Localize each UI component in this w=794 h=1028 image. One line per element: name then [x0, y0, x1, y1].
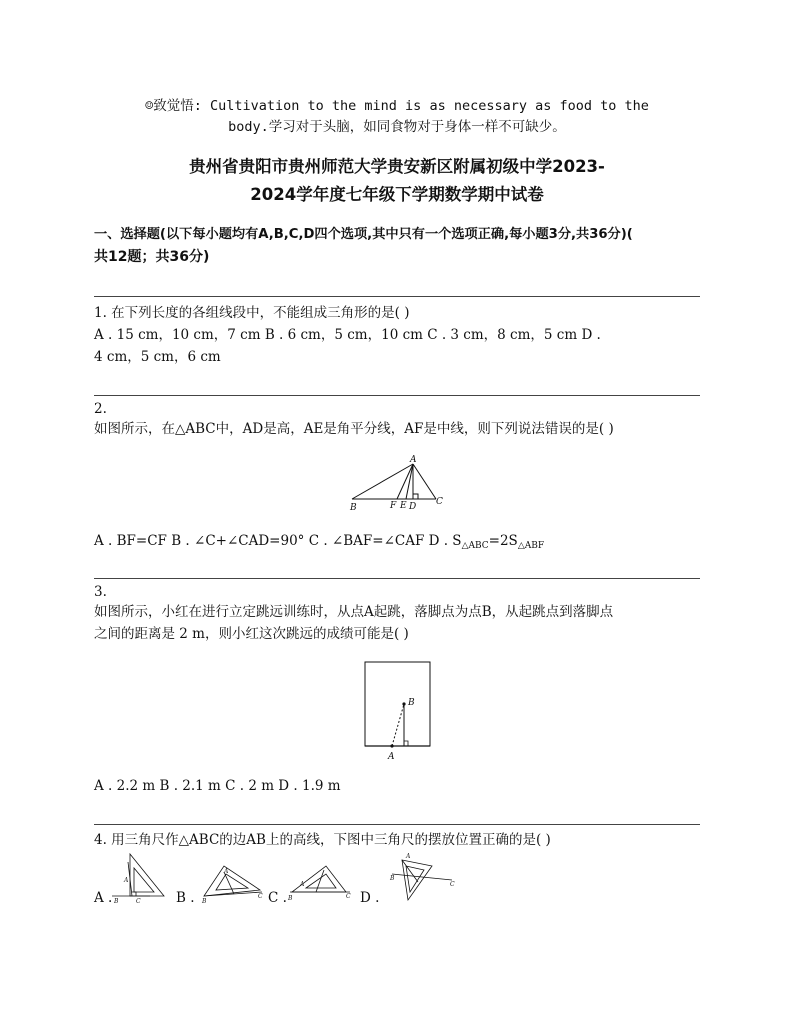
sandpit-rect — [365, 662, 430, 746]
svg-text:C: C — [258, 893, 263, 900]
option-b-label: B . — [176, 890, 195, 906]
question-1-stem: 1. 在下列长度的各组线段中，不能组成三角形的是( ) — [94, 305, 410, 321]
svg-text:C: C — [450, 881, 455, 888]
svg-text:B: B — [288, 895, 293, 902]
question-3-number: 3. — [94, 584, 107, 600]
question-2-stem: 如图所示，在△ABC中，AD是高，AE是角平分线，AF是中线，则下列说法错误的是( ) — [94, 421, 614, 437]
question-1 — [94, 302, 704, 368]
section-line-2: 共12题；共36分) — [94, 249, 210, 265]
option-a-label: A . — [94, 890, 113, 906]
svg-text:A: A — [406, 853, 411, 860]
option-c-label: C . — [268, 890, 287, 906]
svg-text:C: C — [346, 893, 351, 900]
question-3-stem-line-1: 如图所示，小红在进行立定跳远训练时，从点A起跳，落脚点为点B，从起跳点到落脚点 — [94, 604, 614, 620]
title-line-2: 2024学年度七年级下学期数学期中试卷 — [250, 185, 544, 204]
label-b: B — [350, 503, 357, 513]
option-b-figure — [200, 862, 268, 904]
option-a-figure — [110, 852, 170, 904]
svg-text:C: C — [136, 898, 141, 904]
long-jump-figure — [362, 660, 434, 764]
option-c-figure — [286, 862, 354, 904]
segment-ae — [406, 464, 413, 499]
option-d-figure — [388, 852, 458, 904]
segment-ab — [352, 464, 413, 499]
equals-2s: =2S — [488, 533, 518, 549]
divider — [94, 296, 700, 297]
question-3-options-text: A . 2.2 m B . 2.1 m C . 2 m D . 1.9 m — [94, 778, 341, 794]
question-2-options-text: A . BF=CF B . ∠C+∠CAD=90° C . ∠BAF=∠CAF D . S — [94, 533, 462, 549]
question-3-stem-line-2: 之间的距离是 2 m，则小红这次跳远的成绩可能是( ) — [94, 626, 409, 642]
svg-text:A: A — [300, 881, 305, 888]
svg-text:B: B — [114, 898, 119, 904]
svg-text:B: B — [390, 875, 395, 882]
divider — [94, 395, 700, 396]
question-1-options-line-2: 4 cm，5 cm，6 cm — [94, 349, 221, 365]
label-f: F — [390, 501, 397, 511]
point-b — [402, 702, 405, 705]
subscript-abf: △ABF — [517, 541, 545, 551]
svg-text:A: A — [224, 868, 229, 875]
section-heading — [94, 224, 704, 268]
question-4 — [94, 829, 704, 851]
option-d-label: D . — [360, 890, 380, 906]
page-title — [0, 153, 794, 209]
right-angle-mark — [413, 494, 418, 499]
divider — [94, 824, 700, 825]
question-2-options — [94, 530, 704, 557]
svg-text:B: B — [202, 898, 207, 904]
question-1-options-line-1: A . 15 cm，10 cm，7 cm B . 6 cm，5 cm，10 cm C . 3 cm，8 cm，5 cm D . — [94, 327, 601, 343]
subscript-abc: △ABC — [461, 541, 489, 551]
svg-text:A: A — [124, 877, 129, 884]
label-b: B — [408, 698, 415, 708]
motto-line-2: body.学习对于头脑，如同食物对于身体一样不可缺少。 — [228, 119, 566, 135]
question-2 — [94, 400, 704, 440]
label-a: A — [410, 455, 417, 465]
label-d: D — [409, 502, 417, 512]
point-a — [390, 744, 393, 747]
segment-af — [397, 464, 413, 499]
label-a: A — [388, 752, 395, 762]
label-e: E — [400, 501, 407, 511]
divider — [94, 578, 700, 579]
question-4-stem: 4. 用三角尺作△ABC的边AB上的高线，下图中三角尺的摆放位置正确的是( ) — [94, 832, 551, 848]
right-angle-mark — [404, 741, 408, 746]
question-3 — [94, 583, 704, 645]
jump-dashed-line — [392, 704, 404, 746]
motto-line-1: ☺致觉悟: Cultivation to the mind is as necessary as food to the — [145, 98, 649, 114]
motto — [0, 96, 794, 138]
question-3-options — [94, 775, 704, 797]
triangle-abc-figure — [340, 452, 450, 514]
section-line-1: 一、选择题(以下每小题均有A,B,C,D四个选项,其中只有一个选项正确,每小题3分,共36分)( — [94, 227, 633, 242]
question-2-number: 2. — [94, 401, 107, 417]
title-line-1: 贵州省贵阳市贵州师范大学贵安新区附属初级中学2023- — [189, 157, 605, 176]
label-c: C — [436, 497, 443, 507]
